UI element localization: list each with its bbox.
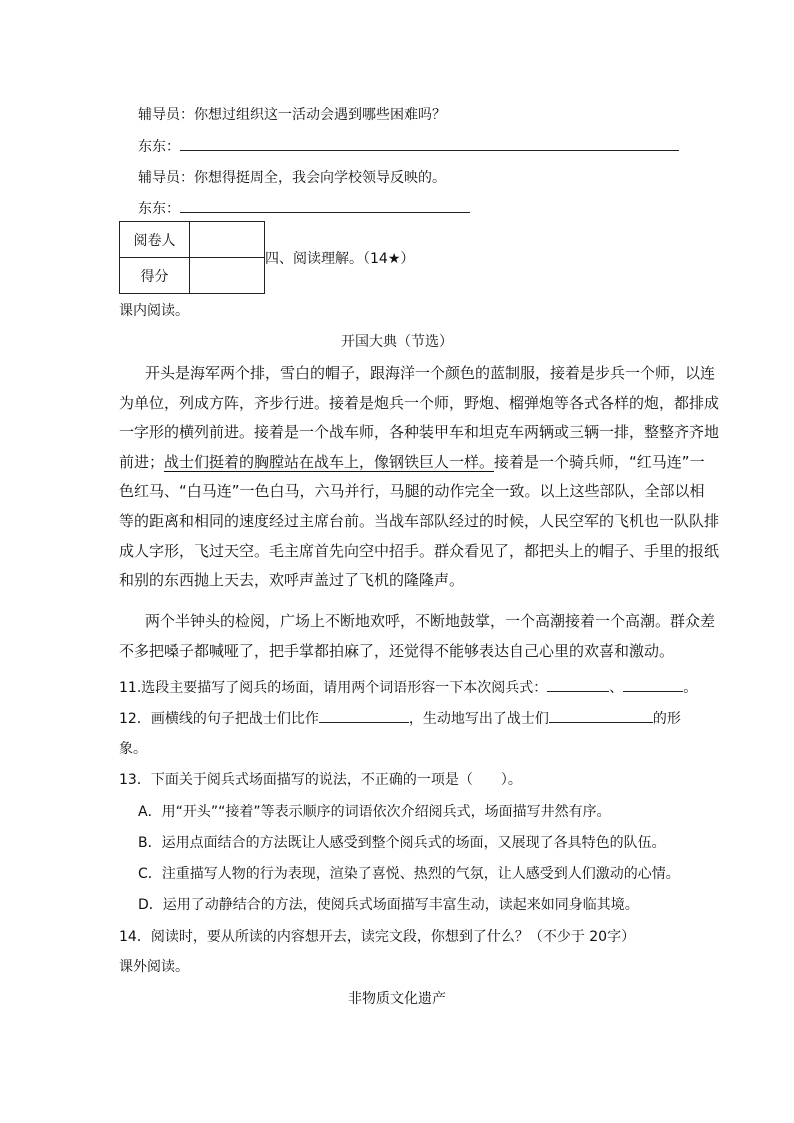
answer-blank[interactable] — [180, 138, 679, 151]
question-13: 13．下面关于阅兵式场面描写的说法，不正确的一项是（ ）。 — [119, 772, 522, 788]
question-11: 11.选段主要描写了阅兵的场面，请用两个词语形容一下本次阅兵式： 、 。 — [119, 680, 698, 696]
in-class-reading-label: 课内阅读。 — [119, 303, 189, 319]
passage-paragraph-2 — [119, 607, 716, 666]
option-d[interactable]: D．运用了动静结合的方法，使阅兵式场面描写丰富生动，读起来如同身临其境。 — [138, 897, 639, 913]
underlined-sentence: 战士们挺着的胸膛站在战车上，像钢铁巨人一样。 — [164, 452, 495, 471]
passage-line: 色红马、“白马连”一色白马，六马并行，马腿的动作完全一致。以上这些部队，全部以相 — [119, 482, 705, 501]
question-12: 12．画横线的句子把战士们比作 ，生动地写出了战士们 的形 — [119, 711, 681, 727]
question-12-continued: 象。 — [119, 741, 147, 757]
score-table — [119, 221, 265, 294]
passage-line: 两个半钟头的检阅，广场上不断地欢呼，不断地鼓掌，一个高潮接着一个高潮。群众差 — [145, 612, 716, 630]
passage-line: 前进；战士们挺着的胸膛站在战车上，像钢铁巨人一样。接着是一个骑兵师，“红马连”一 — [119, 452, 705, 471]
answer-blank[interactable] — [623, 679, 683, 692]
dialogue-line-1: 辅导员：你想过组织这一活动会遇到哪些困难吗？ — [138, 107, 446, 123]
option-a[interactable]: A．用“开头”“接着”等表示顺序的词语依次介绍阅兵式，场面描写井然有序。 — [138, 804, 611, 820]
dialogue-line-3: 辅导员：你想得挺周全，我会向学校领导反映的。 — [138, 170, 446, 186]
passage-line: 为单位，列成方阵，齐步行进。接着是炮兵一个师，野炮、榴弹炮等各式各样的炮，都排成 — [119, 393, 720, 412]
section-heading: 四、阅读理解。（14★） — [265, 251, 415, 267]
answer-blank[interactable] — [180, 200, 470, 213]
out-class-reading-label: 课外阅读。 — [119, 959, 189, 975]
score-cell[interactable] — [190, 258, 265, 294]
answer-blank[interactable] — [547, 679, 609, 692]
dialogue-line-2 — [138, 136, 679, 156]
question-14: 14．阅读时，要从所读的内容想开去，读完文段，你想到了什么？（不少于 20字） — [119, 929, 636, 945]
extra-passage-title: 非物质文化遗产 — [348, 991, 446, 1007]
reviewer-cell[interactable] — [190, 222, 265, 258]
answer-blank[interactable] — [549, 710, 653, 723]
passage-line: 一字形的横列前进。接着是一个战车师，各种装甲车和坦克车两辆或三辆一排，整整齐齐地 — [119, 423, 720, 442]
answer-blank[interactable] — [319, 710, 409, 723]
dialogue-line-4 — [138, 198, 470, 218]
passage-line: 成人字形，飞过天空。毛主席首先向空中招手。群众看见了，都把头上的帽子、手里的报纸 — [119, 541, 720, 560]
option-c[interactable]: C．注重描写人物的行为表现，渲染了喜悦、热烈的气氛，让人感受到人们激动的心情。 — [138, 866, 680, 882]
speaker-dongdong: 东东： — [138, 201, 180, 217]
passage-title: 开国大典（节选） — [341, 334, 453, 350]
score-label: 得分 — [120, 258, 190, 294]
passage-line: 开头是海军两个排，雪白的帽子，跟海洋一个颜色的蓝制服，接着是步兵一个师，以连 — [145, 364, 716, 382]
reviewer-label: 阅卷人 — [120, 222, 190, 258]
option-b[interactable]: B．运用点面结合的方法既让人感受到整个阅兵式的场面，又展现了各具特色的队伍。 — [138, 835, 666, 851]
passage-line: 不多把嗓子都喊哑了，把手掌都拍麻了，还觉得不能够表达自己心里的欢喜和激动。 — [119, 641, 675, 660]
passage-paragraph-1 — [119, 359, 720, 596]
passage-line: 等的距离和相同的速度经过主席台前。当战车部队经过的时候，人民空军的飞机也一队队排 — [119, 511, 720, 530]
speaker-dongdong: 东东： — [138, 139, 180, 155]
passage-line: 和别的东西抛上天去，欢呼声盖过了飞机的隆隆声。 — [119, 571, 465, 590]
